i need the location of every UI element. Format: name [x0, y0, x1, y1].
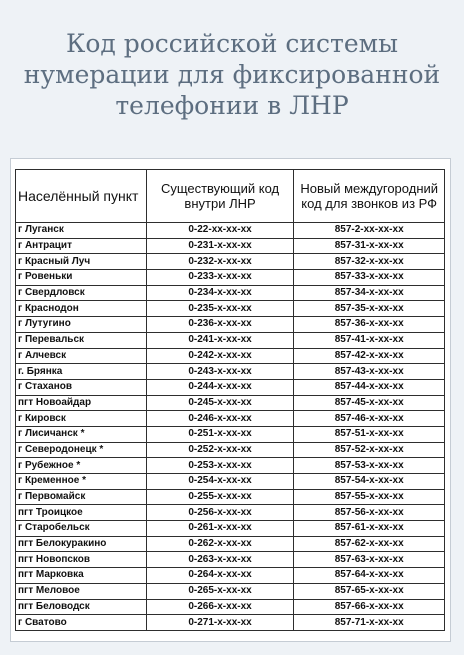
- cell-new-code: 857-62-х-хх-хх: [294, 536, 445, 552]
- cell-city: г Старобельск: [16, 521, 147, 537]
- table-row: [16, 411, 445, 427]
- cell-new-code: 857-31-х-хх-хх: [294, 238, 445, 254]
- cell-city: пгт Марковка: [16, 568, 147, 584]
- page-title: [0, 28, 464, 121]
- table-row: [16, 254, 445, 270]
- cell-new-code: 857-42-х-хх-хх: [294, 348, 445, 364]
- cell-new-code: 857-32-х-хх-хх: [294, 254, 445, 270]
- cell-current-code: 0-244-х-хх-хх: [146, 379, 294, 395]
- table-row: [16, 552, 445, 568]
- cell-new-code: 857-2-хх-хх-хх: [294, 223, 445, 239]
- cell-current-code: 0-234-х-хх-хх: [146, 285, 294, 301]
- cell-city: г Красный Луч: [16, 254, 147, 270]
- cell-current-code: 0-263-х-хх-хх: [146, 552, 294, 568]
- cell-new-code: 857-41-х-хх-хх: [294, 332, 445, 348]
- table-row: [16, 379, 445, 395]
- cell-city: г Свердловск: [16, 285, 147, 301]
- cell-new-code: 857-64-х-хх-хх: [294, 568, 445, 584]
- table-row: [16, 223, 445, 239]
- table-row: [16, 301, 445, 317]
- cell-new-code: 857-56-х-хх-хх: [294, 505, 445, 521]
- cell-new-code: 857-71-х-хх-хх: [294, 615, 445, 631]
- cell-new-code: 857-33-х-хх-хх: [294, 270, 445, 286]
- table-row: [16, 348, 445, 364]
- cell-new-code: 857-53-х-хх-хх: [294, 458, 445, 474]
- cell-current-code: 0-262-х-хх-хх: [146, 536, 294, 552]
- table-row: [16, 270, 445, 286]
- cell-city: пгт Меловое: [16, 583, 147, 599]
- cell-new-code: 857-34-х-хх-хх: [294, 285, 445, 301]
- cell-city: г Первомайск: [16, 489, 147, 505]
- cell-current-code: 0-242-х-хх-хх: [146, 348, 294, 364]
- table-row: [16, 364, 445, 380]
- cell-current-code: 0-241-х-хх-хх: [146, 332, 294, 348]
- cell-city: г Кременное *: [16, 474, 147, 490]
- cell-current-code: 0-264-х-хх-хх: [146, 568, 294, 584]
- table-row: [16, 395, 445, 411]
- cell-city: г Лутугино: [16, 317, 147, 333]
- cell-city: пгт Белокуракино: [16, 536, 147, 552]
- cell-new-code: 857-36-х-хх-хх: [294, 317, 445, 333]
- table-row: [16, 474, 445, 490]
- cell-new-code: 857-66-х-хх-хх: [294, 599, 445, 615]
- cell-city: г Лисичанск *: [16, 426, 147, 442]
- cell-current-code: 0-246-х-хх-хх: [146, 411, 294, 427]
- table-row: [16, 489, 445, 505]
- table-header-row: [16, 170, 445, 223]
- cell-new-code: 857-43-х-хх-хх: [294, 364, 445, 380]
- cell-current-code: 0-251-х-хх-хх: [146, 426, 294, 442]
- cell-new-code: 857-63-х-хх-хх: [294, 552, 445, 568]
- cell-city: г Стаханов: [16, 379, 147, 395]
- cell-city: пгт Троицкое: [16, 505, 147, 521]
- cell-new-code: 857-65-х-хх-хх: [294, 583, 445, 599]
- cell-current-code: 0-231-х-хх-хх: [146, 238, 294, 254]
- table-row: [16, 317, 445, 333]
- table-row: [16, 583, 445, 599]
- table-row: [16, 458, 445, 474]
- header-new-code: Новый междугородний код для звонков из РФ: [294, 170, 445, 223]
- cell-current-code: 0-253-х-хх-хх: [146, 458, 294, 474]
- cell-current-code: 0-271-х-хх-хх: [146, 615, 294, 631]
- title-line-3: телефонии в ЛНР: [115, 91, 349, 120]
- cell-current-code: 0-255-х-хх-хх: [146, 489, 294, 505]
- cell-current-code: 0-232-х-хх-хх: [146, 254, 294, 270]
- cell-city: г Антрацит: [16, 238, 147, 254]
- cell-city: пгт Беловодск: [16, 599, 147, 615]
- cell-current-code: 0-266-х-хх-хх: [146, 599, 294, 615]
- cell-city: г Ровеньки: [16, 270, 147, 286]
- cell-city: г Перевальск: [16, 332, 147, 348]
- cell-new-code: 857-55-х-хх-хх: [294, 489, 445, 505]
- table-row: [16, 568, 445, 584]
- cell-city: пгт Новопсков: [16, 552, 147, 568]
- header-current-code: Существующий код внутри ЛНР: [146, 170, 294, 223]
- title-line-2: нумерации для фиксированной: [23, 60, 441, 89]
- cell-current-code: 0-235-х-хх-хх: [146, 301, 294, 317]
- cell-current-code: 0-245-х-хх-хх: [146, 395, 294, 411]
- cell-city: г Кировск: [16, 411, 147, 427]
- cell-city: г Краснодон: [16, 301, 147, 317]
- table-row: [16, 426, 445, 442]
- cell-current-code: 0-233-х-хх-хх: [146, 270, 294, 286]
- cell-new-code: 857-44-х-хх-хх: [294, 379, 445, 395]
- cell-current-code: 0-265-х-хх-хх: [146, 583, 294, 599]
- cell-current-code: 0-252-х-хх-хх: [146, 442, 294, 458]
- table-row: [16, 442, 445, 458]
- header-city: Населённый пункт: [16, 170, 147, 223]
- cell-current-code: 0-236-х-хх-хх: [146, 317, 294, 333]
- cell-new-code: 857-35-х-хх-хх: [294, 301, 445, 317]
- cell-current-code: 0-243-х-хх-хх: [146, 364, 294, 380]
- table-row: [16, 536, 445, 552]
- table-row: [16, 615, 445, 631]
- table-row: [16, 599, 445, 615]
- cell-city: пгт Новоайдар: [16, 395, 147, 411]
- cell-city: г. Брянка: [16, 364, 147, 380]
- cell-city: г Рубежное *: [16, 458, 147, 474]
- table-row: [16, 285, 445, 301]
- cell-new-code: 857-61-х-хх-хх: [294, 521, 445, 537]
- cell-new-code: 857-46-х-хх-хх: [294, 411, 445, 427]
- cell-city: г Сватово: [16, 615, 147, 631]
- cell-new-code: 857-54-х-хх-хх: [294, 474, 445, 490]
- title-line-1: Код российской системы: [65, 29, 399, 58]
- cell-current-code: 0-254-х-хх-хх: [146, 474, 294, 490]
- cell-city: г Алчевск: [16, 348, 147, 364]
- cell-new-code: 857-51-х-хх-хх: [294, 426, 445, 442]
- table-row: [16, 505, 445, 521]
- cell-current-code: 0-22-хх-хх-хх: [146, 223, 294, 239]
- cell-new-code: 857-52-х-хх-хх: [294, 442, 445, 458]
- table-row: [16, 332, 445, 348]
- cell-city: г Северодонецк *: [16, 442, 147, 458]
- cell-current-code: 0-256-х-хх-хх: [146, 505, 294, 521]
- table-card: [10, 158, 451, 642]
- cell-new-code: 857-45-х-хх-хх: [294, 395, 445, 411]
- codes-table: [15, 169, 445, 631]
- cell-city: г Луганск: [16, 223, 147, 239]
- table-row: [16, 238, 445, 254]
- table-row: [16, 521, 445, 537]
- cell-current-code: 0-261-х-хх-хх: [146, 521, 294, 537]
